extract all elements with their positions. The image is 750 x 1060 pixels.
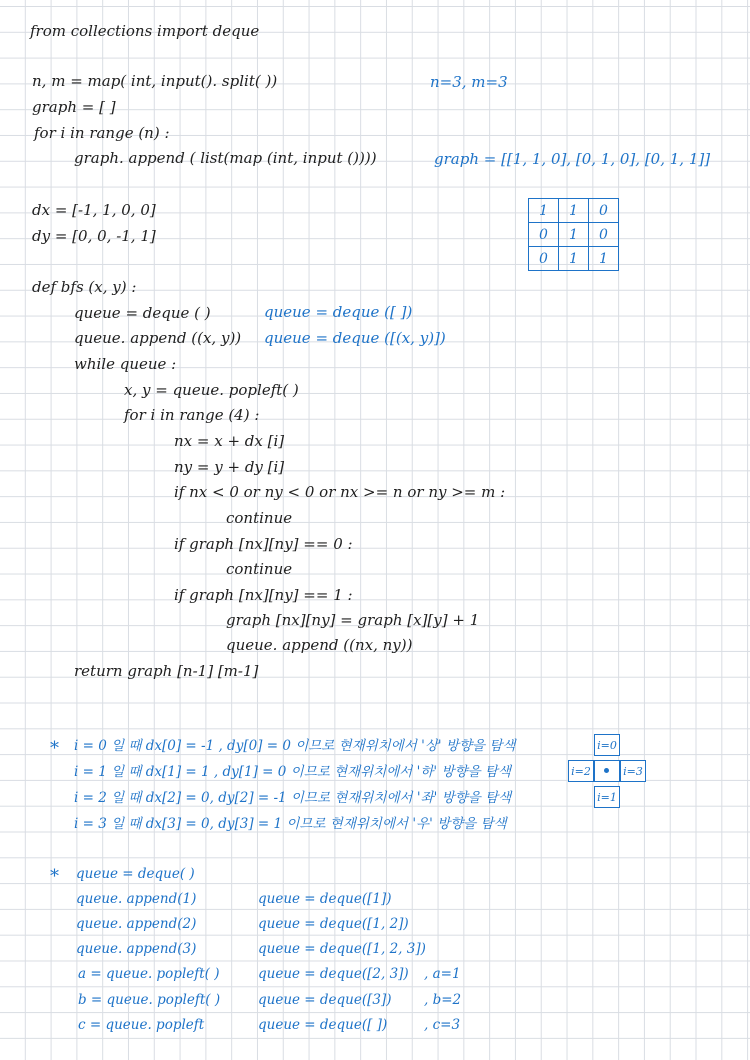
matrix-cell: 1 <box>559 247 589 271</box>
code-line-dx: dx = [-1, 1, 0, 0] <box>32 201 156 219</box>
current-position-dot <box>604 768 609 773</box>
code-line-for-range-n: for i in range (n) : <box>34 124 170 142</box>
code-line-for-range-4: for i in range (4) : <box>124 406 260 424</box>
example-left-4: a = queue. popleft( ) <box>78 966 220 982</box>
code-line-ny: ny = y + dy [i] <box>174 458 285 476</box>
matrix-cell: 1 <box>559 223 589 247</box>
dir-up-box: i=0 <box>594 734 620 756</box>
code-line-if-bounds: if nx < 0 or ny < 0 or nx >= n or ny >= m : <box>174 483 506 501</box>
example-left-2: queue. append(2) <box>76 916 197 932</box>
code-line-continue-1: continue <box>226 509 293 527</box>
note-nm: n=3, m=3 <box>430 73 508 91</box>
example-right-4: queue = deque([2, 3]) <box>258 966 409 982</box>
example-right-3: queue = deque([1, 2, 3]) <box>258 941 426 957</box>
code-line-nx: nx = x + dx [i] <box>174 432 285 450</box>
matrix-cell: 0 <box>589 223 619 247</box>
code-line-queue-deque: queue = deque ( ) <box>74 304 211 322</box>
matrix-row <box>529 247 619 271</box>
dir-left-box: i=2 <box>568 760 594 782</box>
example-right-6: queue = deque([ ]) <box>258 1017 388 1033</box>
explain-line-1: i = 1 일 때 dx[1] = 1 , dy[1] = 0 이므로 현재위치에서 '하' 방향을 탐색 <box>74 764 511 780</box>
example-left-3: queue. append(3) <box>76 941 197 957</box>
code-line-while: while queue : <box>74 355 177 373</box>
matrix-cell: 0 <box>529 223 559 247</box>
explain-line-0: i = 0 일 때 dx[0] = -1 , dy[0] = 0 이므로 현재위치에서 '상' 방향을 탐색 <box>74 738 516 754</box>
example-left-6: c = queue. popleft <box>78 1017 205 1033</box>
matrix-row <box>529 223 619 247</box>
example-left-1: queue. append(1) <box>76 891 197 907</box>
dir-down-box: i=1 <box>594 786 620 808</box>
code-line-read-nm: n, m = map( int, input(). split( )) <box>32 72 278 90</box>
matrix-cell: 1 <box>529 199 559 223</box>
explain-line-3: i = 3 일 때 dx[3] = 0, dy[3] = 1 이므로 현재위치에서 '우' 방향을 탐색 <box>74 816 507 832</box>
code-line-dy: dy = [0, 0, -1, 1] <box>32 227 156 245</box>
code-line-queue-append-nx: queue. append ((nx, ny)) <box>226 636 413 654</box>
example-right-5: queue = deque([3]) <box>258 992 392 1008</box>
code-line-import: from collections import deque <box>30 22 260 40</box>
code-line-if-zero: if graph [nx][ny] == 0 : <box>174 535 353 553</box>
code-line-continue-2: continue <box>226 560 293 578</box>
dir-right-box: i=3 <box>620 760 646 782</box>
dir-center-box <box>594 760 620 782</box>
code-line-graph-append: graph. append ( list(map (int, input ()))) <box>74 149 377 167</box>
matrix-cell: 0 <box>529 247 559 271</box>
explain-bullet: * <box>50 738 59 759</box>
matrix-cell: 1 <box>559 199 589 223</box>
example-result-4: , a=1 <box>424 966 461 982</box>
example-left-5: b = queue. popleft( ) <box>78 992 221 1008</box>
matrix-cell: 0 <box>589 199 619 223</box>
example-bullet: * <box>50 866 59 887</box>
matrix-row <box>529 199 619 223</box>
example-right-2: queue = deque([1, 2]) <box>258 916 409 932</box>
matrix-cell: 1 <box>589 247 619 271</box>
code-line-graph-update: graph [nx][ny] = graph [x][y] + 1 <box>226 611 480 629</box>
example-right-1: queue = deque([1]) <box>258 891 392 907</box>
code-line-queue-append: queue. append ((x, y)) <box>74 329 242 347</box>
code-line-return: return graph [n-1] [m-1] <box>74 662 259 680</box>
code-line-def-bfs: def bfs (x, y) : <box>32 278 137 296</box>
code-line-graph-init: graph = [ ] <box>32 98 116 116</box>
note-queue-init: queue = deque ([ ]) <box>264 303 413 321</box>
example-left-0: queue = deque( ) <box>76 866 195 882</box>
graph-matrix <box>528 198 619 271</box>
example-result-6: , c=3 <box>424 1017 461 1033</box>
note-queue-append: queue = deque ([(x, y)]) <box>264 329 446 347</box>
code-line-popleft: x, y = queue. popleft( ) <box>124 381 299 399</box>
note-graph: graph = [[1, 1, 0], [0, 1, 0], [0, 1, 1]] <box>434 150 711 168</box>
example-result-5: , b=2 <box>424 992 462 1008</box>
code-line-if-one: if graph [nx][ny] == 1 : <box>174 586 353 604</box>
explain-line-2: i = 2 일 때 dx[2] = 0, dy[2] = -1 이므로 현재위치에서 '좌' 방향을 탐색 <box>74 790 512 806</box>
